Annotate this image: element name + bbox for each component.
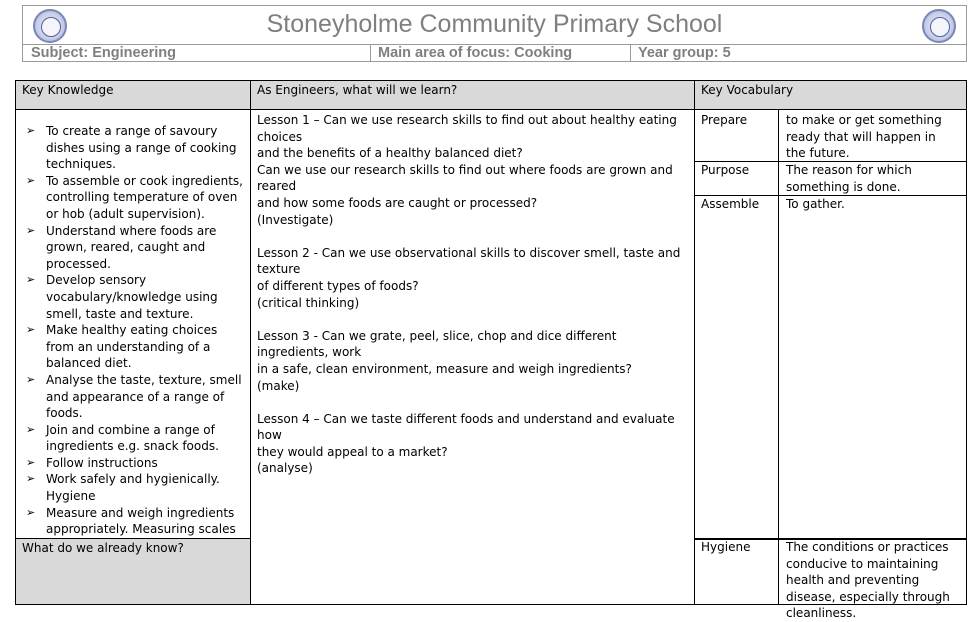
arrow-bullet-icon: ➢	[26, 422, 36, 436]
already-know-heading: What do we already know?	[22, 541, 184, 555]
lesson-4	[257, 411, 688, 477]
lesson-line: Can we use our research skills to find out where foods are grown and reared	[257, 162, 673, 194]
lesson-line: Lesson 2 - Can we use observational skills to discover smell, taste and texture	[257, 245, 681, 277]
arrow-bullet-icon: ➢	[26, 505, 36, 519]
arrow-bullet-icon: ➢	[26, 124, 36, 137]
lesson-line: in a safe, clean environment, measure and weigh ingredients?	[257, 361, 632, 376]
vocab-definition-cell	[778, 195, 967, 540]
list-item	[18, 322, 248, 372]
key-knowledge-list	[18, 123, 248, 538]
key-vocabulary-heading: Key Vocabulary	[701, 83, 794, 97]
focus-label: Main area of focus: Cooking	[378, 45, 573, 61]
lesson-line: and the benefits of a healthy balanced diet?	[257, 146, 523, 161]
lesson-line: Lesson 1 – Can we use research skills to find out about healthy eating choices	[257, 113, 677, 144]
list-item	[18, 422, 248, 455]
list-item-text: Understand where foods are grown, reared, caught and processed.	[46, 223, 217, 271]
list-item	[18, 123, 248, 173]
subject-label: Subject: Engineering	[31, 45, 177, 61]
lesson-line: of different types of foods?	[257, 278, 419, 293]
vocab-definition: to make or get something ready that will happen in the future.	[786, 113, 942, 161]
list-item-text: Analyse the taste, texture, smell and appearance of a range of foods.	[46, 372, 242, 421]
lesson-line: and how some foods are caught or processed?	[257, 195, 538, 210]
arrow-bullet-icon: ➢	[26, 223, 36, 237]
lesson-line: (critical thinking)	[257, 295, 360, 310]
list-item	[18, 455, 248, 472]
list-item	[18, 272, 248, 322]
key-knowledge-cell	[15, 109, 251, 539]
document-header	[22, 5, 967, 61]
vocab-definition-cell	[778, 538, 967, 621]
arrow-bullet-icon: ➢	[26, 455, 36, 469]
vocab-term-cell	[694, 161, 779, 196]
divider	[370, 44, 371, 61]
arrow-bullet-icon: ➢	[26, 472, 36, 486]
vocab-definition-cell	[778, 109, 967, 162]
list-item-text: Join and combine a range of ingredients e.g. snack foods.	[46, 422, 219, 454]
lesson-line: (analyse)	[257, 461, 313, 476]
vocab-definition: The conditions or practices conducive to maintaining health and preventing disease, especially through cleanliness.	[786, 540, 950, 621]
arrow-bullet-icon: ➢	[26, 372, 36, 386]
list-item	[18, 372, 248, 422]
vocab-definition: To gather.	[786, 197, 845, 211]
learn-heading: As Engineers, what will we learn?	[257, 83, 458, 97]
vocab-definition: The reason for which something is done.	[786, 163, 912, 194]
lesson-2	[257, 245, 688, 311]
school-crest-logo	[922, 9, 956, 43]
key-knowledge-heading: Key Knowledge	[22, 83, 114, 97]
lesson-line: (Investigate)	[257, 212, 334, 227]
list-item-text: Develop sensory vocabulary/knowledge using smell, taste and texture.	[46, 273, 218, 321]
vocab-term: Assemble	[701, 197, 760, 211]
arrow-bullet-icon: ➢	[26, 273, 36, 287]
list-item	[18, 223, 248, 273]
key-vocabulary-header	[694, 80, 967, 110]
vocab-term-cell	[694, 538, 779, 605]
list-item	[18, 471, 248, 504]
vocab-term-cell	[694, 195, 779, 540]
arrow-bullet-icon: ➢	[26, 323, 36, 337]
vocab-definition-cell	[778, 161, 967, 196]
subject-row	[22, 44, 967, 62]
lesson-line: Lesson 4 – Can we taste different foods and understand and evaluate how	[257, 411, 675, 443]
list-item-text: To create a range of savoury dishes using a range of cooking techniques.	[46, 124, 237, 172]
vocab-term: Prepare	[701, 113, 748, 127]
list-item-text: Follow instructions	[46, 455, 158, 470]
list-item-text: Work safely and hygienically. Hygiene	[46, 472, 220, 504]
lesson-line: Lesson 3 - Can we grate, peel, slice, chop and dice different ingredients, work	[257, 328, 617, 360]
list-item-text: Make healthy eating choices from an understanding of a balanced diet.	[46, 323, 218, 371]
year-group-label: Year group: 5	[638, 45, 731, 61]
lessons-cell	[250, 109, 695, 605]
title-box	[22, 5, 967, 45]
vocab-term-cell	[694, 109, 779, 162]
key-knowledge-header	[15, 80, 251, 110]
list-item-text: To assemble or cook ingredients, controlling temperature of oven or hob (adult supervision).	[46, 173, 243, 221]
list-item	[18, 505, 248, 538]
already-know-cell	[15, 538, 251, 605]
learn-header	[250, 80, 695, 110]
lesson-line: (make)	[257, 378, 300, 393]
vocab-term: Hygiene	[701, 540, 751, 554]
list-item	[18, 173, 248, 223]
lesson-line: they would appeal to a market?	[257, 444, 448, 459]
vocab-term: Purpose	[701, 163, 750, 177]
divider	[630, 44, 631, 61]
school-name: Stoneyholme Community Primary School	[266, 10, 723, 38]
lesson-3	[257, 328, 688, 394]
lesson-1	[257, 112, 688, 228]
list-item-text: Measure and weigh ingredients appropriately. Measuring scales	[46, 505, 236, 537]
arrow-bullet-icon: ➢	[26, 173, 36, 187]
